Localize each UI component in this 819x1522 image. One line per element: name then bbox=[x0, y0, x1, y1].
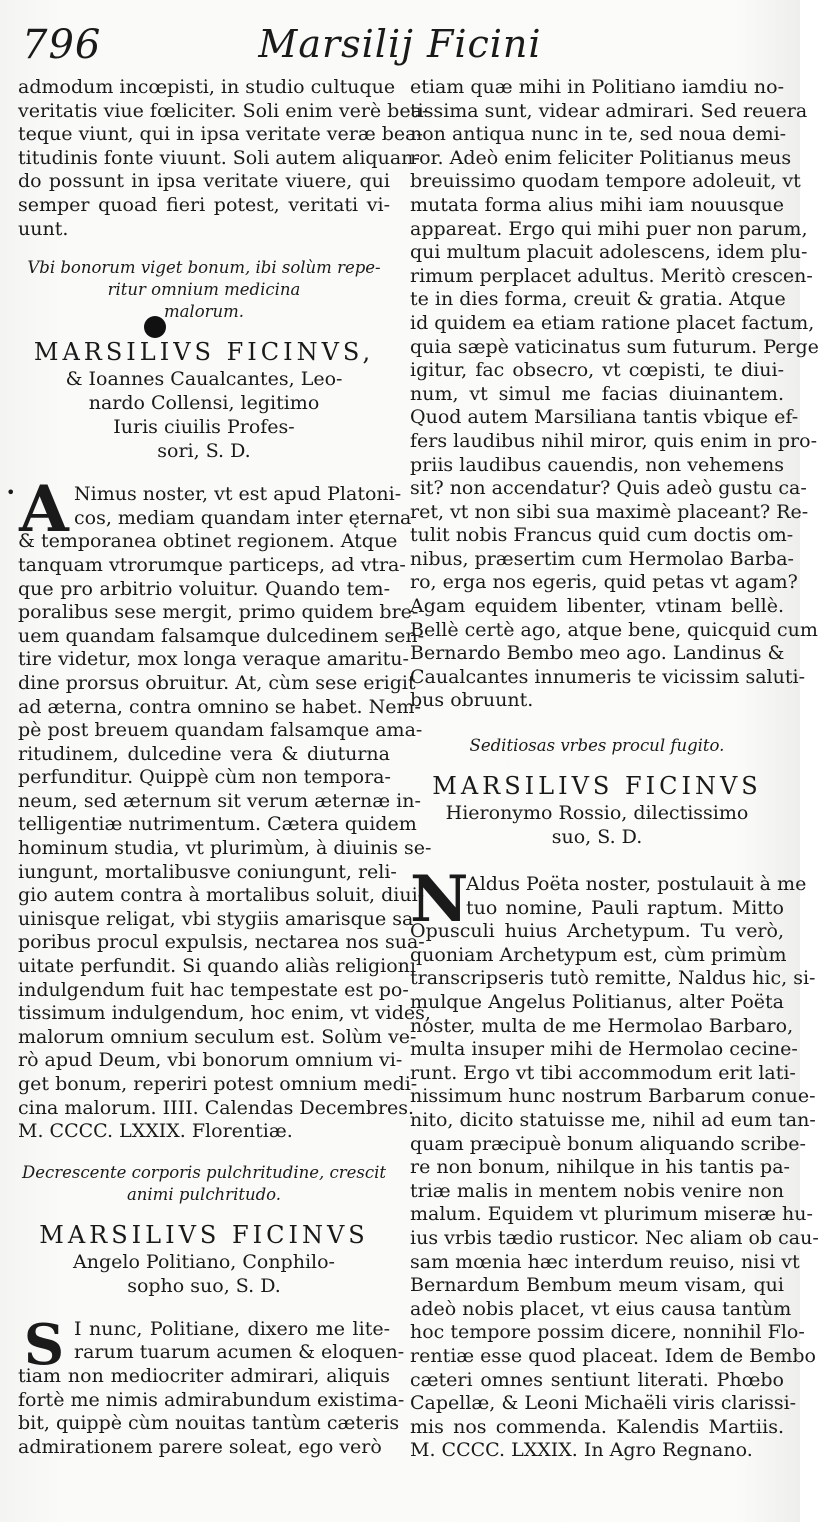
text-line: nissimum hunc nostrum Barbarum conue- bbox=[410, 1085, 816, 1108]
text-line: quoniam Archetypum est, cùm primùm bbox=[410, 943, 787, 966]
text-line: noster, multa de me Hermolao Barbaro, bbox=[410, 1014, 794, 1037]
text-line: bus obruunt. bbox=[410, 689, 534, 712]
text-line: tiam non mediocriter admirari, aliquis bbox=[18, 1364, 390, 1387]
text-line: veritatis viue fœliciter. Soli enim verè bea- bbox=[18, 99, 429, 122]
text-line: mulque Angelus Politianus, alter Poëta bbox=[410, 991, 784, 1013]
text-line: quia sæpè vaticinatus sum futurum. Perge bbox=[410, 335, 819, 358]
text-line: mis nos commenda. Kalendis Martiis. bbox=[410, 1415, 784, 1438]
text-line: rò apud Deum, vbi bonorum omnium vi- bbox=[18, 1049, 403, 1072]
left-column bbox=[6, 76, 432, 1459]
text-line: rentiæ esse quod placeat. Idem de Bembo bbox=[410, 1344, 816, 1367]
text-line: pè post breuem quandam falsamque ama- bbox=[18, 719, 423, 742]
right-column bbox=[410, 76, 819, 1463]
text-line: sam mœnia hæc interdum reuiso, nisi vt bbox=[410, 1250, 800, 1273]
text-line: tissimum indulgendum, hoc enim, vt vides, bbox=[18, 1002, 431, 1025]
motto bbox=[18, 257, 390, 323]
text-line: ad æterna, contra omnino se habet. Nem- bbox=[18, 695, 421, 718]
recipient-line: Hieronymo Rossio, dilectissimo bbox=[445, 802, 749, 825]
text-line: Bernardo Bembo meo ago. Landinus & bbox=[410, 642, 785, 665]
running-head bbox=[18, 18, 782, 74]
text-line: poribus procul expulsis, nectarea nos sua- bbox=[18, 931, 425, 954]
text-line: uinisque religat, vbi stygiis amarisque sa- bbox=[18, 907, 420, 930]
text-line: etiam quæ mihi in Politiano iamdiu no- bbox=[410, 76, 784, 98]
recipient-line: Iuris ciuilis Profes- bbox=[113, 416, 295, 439]
text-line: cina malorum. IIII. Calendas Decembres. bbox=[18, 1096, 415, 1119]
text-line: qui multum placuit adolescens, idem plu- bbox=[410, 241, 808, 264]
text-line: ro, erga nos egeris, quid petas vt agam? bbox=[410, 571, 798, 594]
text-line: tanquam vtrorumque particeps, ad vtra- bbox=[18, 553, 406, 576]
text-line: Opusculi huius Archetypum. Tu verò, bbox=[410, 920, 784, 943]
recipient-line: suo, S. D. bbox=[551, 826, 643, 849]
letter-body bbox=[6, 472, 432, 1144]
recipient-line: Angelo Politiano, Conphilo- bbox=[73, 1250, 335, 1273]
drop-cap-initial: N bbox=[410, 862, 469, 938]
text-line: malum. Equidem vt plurimum miseræ hu- bbox=[410, 1203, 813, 1226]
text-line: rimum perplacet adultus. Meritò crescen- bbox=[410, 264, 813, 287]
text-line: priis laudibus cauendis, non vehemens bbox=[410, 453, 784, 476]
text-line: indulgendum fuit hac tempestate est po- bbox=[18, 978, 409, 1001]
text-line: telligentiæ nutrimentum. Cætera quidem bbox=[18, 813, 417, 836]
text-line: tire videtur, mox longa veraque amaritu- bbox=[18, 648, 409, 671]
text-line: Quod autem Marsiliana tantis vbique ef- bbox=[410, 406, 799, 429]
text-line: fers laudibus nihil miror, quis enim in pro- bbox=[410, 429, 817, 452]
text-line: mutata forma alius mihi iam nouusque bbox=[410, 193, 784, 216]
text-line: M. CCCC. LXXIX. Florentiæ. bbox=[18, 1120, 293, 1143]
recipient-line: nardo Collensi, legitimo bbox=[88, 392, 320, 415]
text-line: tulit nobis Francus quid cum doctis om- bbox=[410, 524, 794, 547]
letter-sender: MARSILIVS FICINVS, bbox=[33, 338, 375, 367]
text-line: num, vt simul me facias diuinantem. bbox=[410, 382, 784, 405]
text-line: appareat. Ergo qui mihi puer non parum, bbox=[410, 217, 808, 240]
margin-mark: • bbox=[6, 483, 16, 503]
text-line: quam præcipuè bonum aliquando scribe- bbox=[410, 1132, 806, 1155]
text-line: igitur, fac obsecro, vt cœpisti, te diui- bbox=[410, 359, 784, 382]
text-line: multa insuper mihi de Hermolao cecine- bbox=[410, 1038, 798, 1061]
continuation-text bbox=[410, 76, 819, 713]
text-line: tuo nomine, Pauli raptum. Mitto bbox=[466, 896, 784, 919]
text-line: neum, sed æternum sit verum æternæ in- bbox=[18, 789, 421, 812]
text-line: admirationem parere soleat, ego verò bbox=[18, 1435, 382, 1458]
drop-cap-initial: S bbox=[23, 1311, 65, 1378]
text-line: iungunt, mortalibusve coniungunt, reli- bbox=[18, 860, 397, 883]
text-line: fortè me nimis admirabundum existima- bbox=[18, 1388, 405, 1411]
text-line: perfunditur. Quippè cùm non tempora- bbox=[18, 766, 391, 789]
text-line: uunt. bbox=[18, 217, 69, 240]
text-line: tissima sunt, videar admirari. Sed reuera bbox=[410, 99, 808, 122]
text-line: Nimus noster, vt est apud Platoni- bbox=[74, 483, 402, 506]
text-line: malorum omnium seculum est. Solùm ve- bbox=[18, 1025, 417, 1048]
text-line: ret, vt non sibi sua maximè placeant? Re- bbox=[410, 500, 809, 523]
letter-heading bbox=[18, 337, 390, 463]
text-line: bit, quippè cùm nouitas tantùm cæteris bbox=[18, 1412, 400, 1435]
letter-heading bbox=[410, 771, 784, 849]
motto-line: ritur omnium medicina bbox=[107, 280, 301, 300]
text-line: uem quandam falsamque dulcedinem sen- bbox=[18, 624, 425, 647]
text-line: dine prorsus obruitur. At, cùm sese erigit bbox=[18, 671, 416, 694]
text-line: teque viunt, qui in ipsa veritate veræ bea- bbox=[18, 123, 423, 146]
text-line: poralibus sese mergit, primo quidem bre- bbox=[18, 601, 419, 624]
motto-line: Seditiosas vrbes procul fugito. bbox=[469, 736, 725, 756]
ink-blot bbox=[144, 316, 166, 338]
text-line: ius vrbis tædio rusticor. Nec aliam ob cau- bbox=[410, 1226, 819, 1249]
letter-sender: MARSILIVS FICINVS bbox=[39, 1220, 369, 1249]
text-line: nibus, præsertim cum Hermolao Barba- bbox=[410, 547, 794, 570]
text-line: non antiqua nunc in te, sed noua demi- bbox=[410, 123, 787, 146]
running-title: Marsilij Ficini bbox=[258, 22, 542, 66]
recipient-line: sopho suo, S. D. bbox=[127, 1274, 281, 1297]
text-line: do possunt in ipsa veritate viuere, qui bbox=[18, 170, 390, 193]
text-line: rarum tuarum acumen & eloquen- bbox=[74, 1341, 405, 1364]
text-line: te in dies forma, creuit & gratia. Atque bbox=[410, 288, 786, 311]
text-line: hoc tempore possim dicere, nonnihil Flo- bbox=[410, 1321, 805, 1344]
text-line: cæteri omnes sentiunt literati. Phœbo bbox=[410, 1368, 784, 1391]
text-line: nito, dicito statuisse me, nihil ad eum tan- bbox=[410, 1108, 816, 1131]
motto bbox=[410, 735, 784, 757]
text-line: breuissimo quodam tempore adoleuit, vt bbox=[410, 170, 801, 193]
text-line: & temporanea obtinet regionem. Atque bbox=[18, 530, 398, 553]
text-line: Capellæ, & Leoni Michaëli viris clarissi- bbox=[410, 1392, 797, 1415]
text-line: ror. Adeò enim feliciter Politianus meus bbox=[410, 146, 792, 169]
text-line: uitate perfundit. Si quando aliàs religioni bbox=[18, 955, 416, 978]
text-line: Bernardum Bembum meum visam, qui bbox=[410, 1274, 784, 1297]
recipient-line: sori, S. D. bbox=[157, 440, 251, 463]
text-line: adeò nobis placet, vt eius causa tantùm bbox=[410, 1297, 792, 1320]
text-line: Agam equidem libenter, vtinam bellè. bbox=[410, 595, 784, 618]
text-line: transcripseris tutò remitte, Naldus hic, si- bbox=[410, 967, 816, 990]
motto bbox=[18, 1162, 390, 1206]
motto-line: malorum. bbox=[163, 302, 245, 322]
text-line: I nunc, Politiane, dixero me lite- bbox=[74, 1317, 390, 1340]
text-line: titudinis fonte viuunt. Soli autem aliquan- bbox=[18, 146, 420, 169]
motto-line: animi pulchritudo. bbox=[126, 1184, 282, 1204]
letter-body bbox=[410, 862, 819, 1463]
text-line: get bonum, reperiri potest omnium medi- bbox=[18, 1073, 418, 1095]
text-line: Caualcantes innumeris te vicissim saluti- bbox=[410, 665, 805, 688]
text-line: que pro arbitrio voluitur. Quando tem- bbox=[18, 577, 390, 600]
text-line: gio autem contra à mortalibus soluit, diui- bbox=[18, 884, 425, 907]
text-line: re non bonum, nihilque in his tantis pa- bbox=[410, 1156, 790, 1179]
text-line: semper quoad fieri potest, veritati vi- bbox=[18, 193, 390, 216]
continuation-text bbox=[18, 76, 429, 241]
drop-cap-initial: A bbox=[19, 472, 69, 548]
text-line: hominum studia, vt plurimùm, à diuinis se- bbox=[18, 837, 432, 860]
motto-line: Vbi bonorum viget bonum, ibi solùm repe- bbox=[27, 258, 381, 278]
page-number: 796 bbox=[22, 22, 102, 68]
text-line: triæ malis in mentem nobis venire non bbox=[410, 1179, 784, 1202]
recipient-line: & Ioannes Caualcantes, Leo- bbox=[65, 368, 343, 391]
text-line: ritudinem, dulcedine vera & diuturna bbox=[18, 742, 390, 765]
motto-line: Decrescente corporis pulchritudine, crescit bbox=[21, 1162, 387, 1182]
text-line: admodum incœpisti, in studio cultuque bbox=[18, 76, 396, 98]
letter-body bbox=[18, 1311, 405, 1460]
text-line: Bellè certè ago, atque bene, quicquid cum bbox=[410, 618, 818, 641]
text-line: runt. Ergo vt tibi accommodum erit lati- bbox=[410, 1061, 796, 1084]
text-line: cos, mediam quandam inter ęterna bbox=[74, 506, 412, 529]
letter-sender: MARSILIVS FICINVS bbox=[432, 772, 762, 801]
text-line: M. CCCC. LXXIX. In Agro Regnano. bbox=[410, 1439, 753, 1462]
letter-heading bbox=[18, 1220, 390, 1298]
text-line: sit? non accendatur? Quis adeò gustu ca- bbox=[410, 477, 807, 500]
text-line: Aldus Poëta noster, postulauit à me bbox=[466, 873, 807, 896]
text-line: id quidem ea etiam ratione placet factum, bbox=[410, 311, 815, 334]
